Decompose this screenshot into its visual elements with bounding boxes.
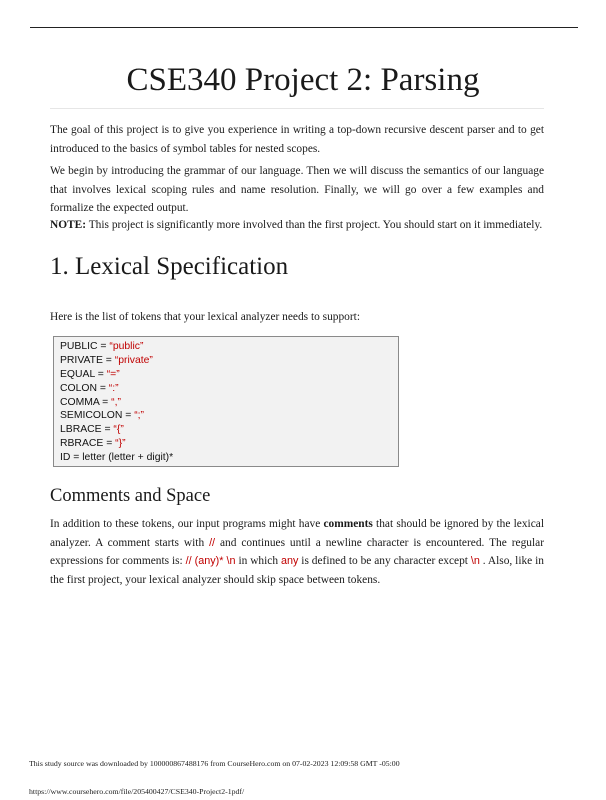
comments-bold-term: comments: [323, 518, 373, 530]
code-snippet: \n: [470, 555, 480, 567]
top-rule: [30, 27, 578, 28]
token-value: “;”: [134, 410, 145, 422]
token-value: “{”: [113, 424, 124, 436]
section-heading-lexical-spec: 1. Lexical Specification: [50, 253, 289, 280]
section-heading-comments: Comments and Space: [50, 486, 211, 506]
token-name: COLON =: [60, 382, 109, 394]
download-note: This study source was downloaded by 100000867488176 from CourseHero.com on 07-02-2023 12:09:58 GMT -05:00: [29, 759, 400, 768]
token-line: [60, 368, 392, 382]
comments-text: is defined to be any character except: [298, 555, 471, 567]
comments-text: In addition to these tokens, our input programs might have: [50, 518, 324, 530]
comments-text: that should be ignored by the lexical analyzer. A comment starts with: [50, 518, 544, 549]
token-line: [60, 451, 392, 465]
page-title: CSE340 Project 2: Parsing: [126, 62, 480, 98]
token-list-box: [53, 336, 399, 467]
token-name: SEMICOLON =: [60, 410, 135, 422]
comments-text: . Also, like in the first project, your lexical analyzer should skip space between tokens.: [50, 555, 544, 586]
token-name: PRIVATE =: [60, 354, 115, 366]
token-line: [60, 382, 392, 396]
token-name: ID = letter (letter + digit)*: [60, 452, 174, 464]
intro-paragraph: The goal of this project is to give you experience in writing a top-down recursive descent parser and to get introduced to the basics of symbol tables for nested scopes.: [50, 124, 544, 155]
token-name: EQUAL =: [60, 368, 107, 380]
token-value: “:”: [108, 382, 119, 394]
title-divider: [50, 108, 544, 109]
source-url-link[interactable]: https://www.coursehero.com/file/205400427/CSE340-Project2-1pdf/: [29, 787, 245, 796]
token-line: [60, 354, 392, 368]
token-value: “private”: [114, 354, 153, 366]
comments-text: and continues until a newline character is encountered. The regular expressions for comments is:: [50, 536, 544, 567]
token-line: [60, 340, 392, 354]
token-value: “}”: [115, 438, 126, 450]
code-snippet: //: [209, 536, 216, 549]
overview-paragraph: We begin by introducing the grammar of our language. Then we will discuss the semantics of our language that involves lexical scoping rules and name resolution. Finally, we will go over a few examples and formalize the expected output.: [50, 165, 544, 214]
token-line: [60, 437, 392, 451]
note-label: NOTE:: [50, 219, 87, 231]
token-value: “,”: [111, 396, 121, 408]
token-list-intro: Here is the list of tokens that your lexical analyzer needs to support:: [50, 311, 360, 323]
comments-text: in which: [235, 555, 281, 567]
note-text: This project is significantly more involved than the first project. You should start on it immediately.: [86, 219, 543, 231]
comments-paragraph: [50, 515, 544, 589]
token-value: “public”: [109, 341, 144, 352]
token-line: [60, 396, 392, 410]
token-value: “=”: [106, 368, 120, 380]
token-line: [60, 423, 392, 437]
code-snippet: any: [280, 555, 299, 567]
token-line: [60, 409, 392, 423]
token-name: COMMA =: [60, 396, 112, 408]
code-snippet: // (any)* \n: [185, 555, 236, 567]
token-name: RBRACE =: [60, 438, 116, 450]
note-paragraph: [50, 216, 544, 235]
token-name: LBRACE =: [60, 424, 114, 436]
token-name: PUBLIC =: [60, 341, 110, 352]
